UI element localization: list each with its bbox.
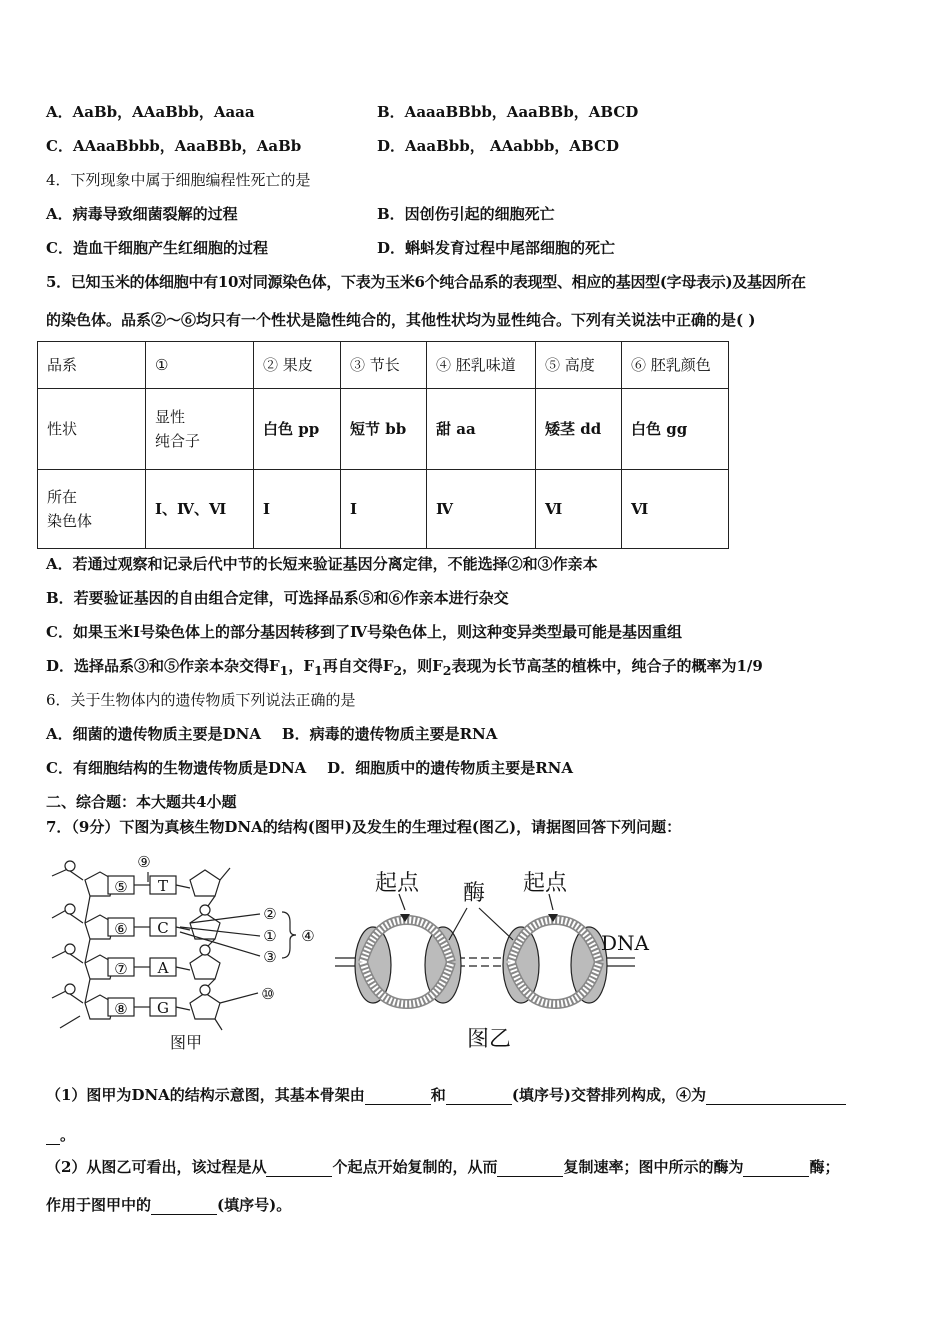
table-cell: Ⅵ — [536, 470, 622, 549]
base-c: C — [157, 919, 169, 937]
label-4: ④ — [301, 927, 315, 945]
table-header: ⑥ 胚乳颜色 — [622, 342, 729, 389]
table-cell: 白色 gg — [622, 389, 729, 470]
base-g: G — [157, 999, 169, 1017]
table-cell: Ⅳ — [427, 470, 536, 549]
enzyme-label: 酶 — [463, 881, 486, 906]
q4-option-a: A．病毒导致细菌裂解的过程 — [46, 205, 238, 223]
q3-option-d: D．AaaBbb， AAabbb，ABCD — [377, 137, 619, 155]
figure-yi — [335, 870, 675, 1060]
blank-2[interactable] — [446, 1088, 512, 1105]
table-header: ② 果皮 — [254, 342, 341, 389]
table-cell: Ⅰ、Ⅳ、Ⅵ — [146, 470, 254, 549]
q3-option-a: A．AaBb，AAaBbb，Aaaa — [46, 103, 255, 121]
q4-option-c: C．造血干细胞产生红细胞的过程 — [46, 239, 268, 257]
table-header: ④ 胚乳味道 — [427, 342, 536, 389]
replication-bubble-1 — [355, 920, 461, 1004]
blank-3[interactable] — [706, 1088, 846, 1105]
table-header: ① — [146, 342, 254, 389]
origin-label-2: 起点 — [523, 871, 568, 896]
replication-bubble-2 — [503, 920, 607, 1004]
origin-label-1: 起点 — [375, 871, 420, 896]
q5-stem-line1: 5．已知玉米的体细胞中有10对同源染色体，下表为玉米6个纯合品系的表现型、相应的基因型(字母表示)及基因所在 — [46, 273, 806, 291]
label-1: ① — [263, 927, 277, 945]
table-row-label: 所在 染色体 — [38, 470, 146, 549]
figure-jia — [40, 848, 330, 1058]
q6-stem: 6．关于生物体内的遗传物质下列说法正确的是 — [46, 691, 356, 709]
q5-option-b: B．若要验证基因的自由组合定律，可选择品系⑤和⑥作亲本进行杂交 — [46, 589, 509, 607]
q3-option-b: B．AaaaBBbb，AaaBBb，ABCD — [377, 103, 639, 121]
q5-stem-line2: 的染色体。品系②～⑥均只有一个性状是隐性纯合的，其他性状均为显性纯合。下列有关说法中正确的是( ) — [46, 311, 756, 329]
label-7: ⑦ — [114, 960, 128, 978]
base-a: A — [157, 959, 169, 977]
q7-stem: 7．（9分）下图为真核生物DNA的结构(图甲)及发生的生理过程(图乙)，请据图回答下列问题： — [46, 818, 682, 836]
phosphate-backbone-right — [200, 868, 230, 1030]
label-5: ⑤ — [114, 878, 128, 896]
label-2: ② — [263, 905, 277, 923]
q7-part3: 作用于图甲中的 (填序号)。 — [46, 1196, 292, 1214]
table-cell: Ⅵ — [622, 470, 729, 549]
blank-3-cont[interactable] — [46, 1128, 60, 1145]
q5-option-a: A．若通过观察和记录后代中节的长短来验证基因分离定律，不能选择②和③作亲本 — [46, 555, 598, 573]
dna-label: DNA — [601, 931, 649, 955]
sugar-right — [176, 870, 220, 1019]
label-8: ⑧ — [114, 1000, 128, 1018]
table-cell: 甜 aa — [427, 389, 536, 470]
blank-7[interactable] — [151, 1198, 217, 1215]
label-6: ⑥ — [114, 920, 128, 938]
q6-options-ab: A．细菌的遗传物质主要是DNA B．病毒的遗传物质主要是RNA — [46, 725, 498, 743]
table-cell: 短节 bb — [341, 389, 427, 470]
q4-option-b: B．因创伤引起的细胞死亡 — [377, 205, 555, 223]
label-10: ⑩ — [261, 985, 275, 1003]
blank-4[interactable] — [266, 1160, 332, 1177]
table-cell: 白色 pp — [254, 389, 341, 470]
base-t: T — [157, 877, 169, 895]
q7-part1: （1）图甲为DNA的结构示意图，其基本骨架由 和 (填序号)交替排列构成，④为 — [46, 1085, 846, 1105]
table-cell: Ⅰ — [341, 470, 427, 549]
table-row-label: 品系 — [38, 342, 146, 389]
q4-stem: 4．下列现象中属于细胞编程性死亡的是 — [46, 171, 311, 189]
q5-option-d: D．选择品系③和⑤作亲本杂交得$F_1$，$F_1$再自交得$F_2$，则$F_2$表现为长节高茎的植株中，纯合子的概率为1/9 — [46, 657, 763, 678]
table-cell: 矮茎 dd — [536, 389, 622, 470]
blank-5[interactable] — [497, 1160, 563, 1177]
label-9: ⑨ — [137, 853, 151, 871]
table-header: ③ 节长 — [341, 342, 427, 389]
figure-yi-caption: 图乙 — [467, 1027, 512, 1052]
genotype-table — [37, 341, 729, 549]
table-cell: Ⅰ — [254, 470, 341, 549]
table-cell: 显性 纯合子 — [146, 389, 254, 470]
q4-option-d: D．蝌蚪发育过程中尾部细胞的死亡 — [377, 239, 616, 257]
phosphate-backbone-left — [52, 861, 83, 1028]
label-3: ③ — [263, 948, 277, 966]
blank-1[interactable] — [365, 1088, 431, 1105]
figure-jia-caption: 图甲 — [169, 1033, 203, 1052]
q7-part2: （2）从图乙可看出，该过程是从 个起点开始复制的，从而 复制速率；图中所示的酶为 酶； — [46, 1158, 840, 1176]
q3-option-c: C．AAaaBbbb，AaaBBb，AaBb — [46, 137, 302, 155]
q7-part1-end: 。 — [46, 1125, 75, 1145]
table-header: ⑤ 高度 — [536, 342, 622, 389]
q6-options-cd: C．有细胞结构的生物遗传物质是DNA D．细胞质中的遗传物质主要是RNA — [46, 759, 574, 777]
section-heading: 二、综合题：本大题共4小题 — [46, 793, 237, 811]
table-row-label: 性状 — [38, 389, 146, 470]
q5-option-c: C．如果玉米Ⅰ号染色体上的部分基因转移到了Ⅳ号染色体上，则这种变异类型最可能是基因重组 — [46, 623, 682, 641]
blank-6[interactable] — [743, 1160, 809, 1177]
